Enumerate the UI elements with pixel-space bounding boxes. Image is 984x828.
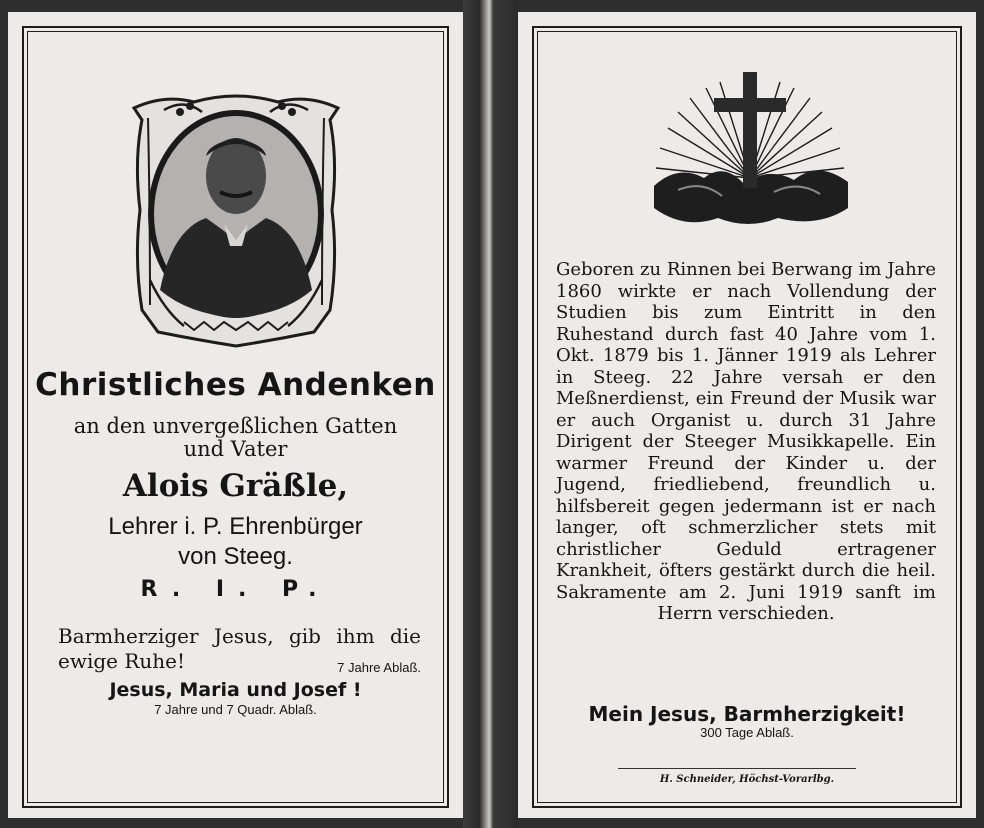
- prayer-2-text: Jesus, Maria und Josef !: [109, 679, 362, 701]
- cross-sunburst-icon: [648, 68, 852, 228]
- closing-prayer: Mein Jesus, Barmherzigkeit!: [588, 702, 906, 726]
- biography-text: Geboren zu Rinnen bei Berwang im Jahre 1860 wirkte er nach Vollendung der Studien bis zum Eintritt in den Ruhestand durch fast 40 Jahre vom 1. Okt. 1879 bis 1. Jänner 1919 als Lehrer in Steeg. 22 Jahre versah er den Meßnerdienst, ein Freund der Musik war er auch Organist u. durch 31 Jahre Dirigent der Steeger Musikkapelle. Ein warmer Freund der Kinder u. der Jugend, friedliebend, freundlich u. hilfsbereit gegen jedermann ist er nach langer, oft schmerzlicher stets mit christlicher Geduld ertragener Krankheit, öfters gestärkt durch die heil. Sakramente am 2. Juni 1919 sanft im Herrn verschieden.: [556, 259, 936, 624]
- deceased-role-line-1: Lehrer i. P. Ehrenbürger: [108, 513, 363, 540]
- card-fold-spine: [463, 0, 518, 828]
- portrait-frame-ornament: [124, 90, 348, 348]
- prayer-1-indulgence: 7 Jahre Ablaß.: [337, 660, 421, 675]
- left-card: [8, 12, 463, 818]
- dedication-line-1: an den unvergeßlichen Gatten: [73, 414, 398, 438]
- prayer-2-indulgence: 7 Jahre und 7 Quadr. Ablaß.: [154, 702, 317, 717]
- right-card: [518, 12, 976, 818]
- deceased-name: Alois Gräßle,: [122, 468, 349, 504]
- printer-divider: [618, 768, 856, 769]
- rip-abbreviation: R. I. P.: [140, 577, 331, 602]
- card-title: Christliches Andenken: [35, 367, 436, 403]
- dedication-line-2: und Vater: [183, 437, 288, 461]
- printer-imprint: H. Schneider, Höchst-Vorarlbg.: [659, 774, 835, 785]
- closing-indulgence: 300 Tage Ablaß.: [700, 725, 794, 740]
- deceased-role-line-2: von Steeg.: [178, 543, 293, 570]
- prayer-1: [58, 624, 421, 680]
- prayer-1-text: Barmherziger Jesus, gib ihm die ewige Ruhe!: [58, 624, 421, 673]
